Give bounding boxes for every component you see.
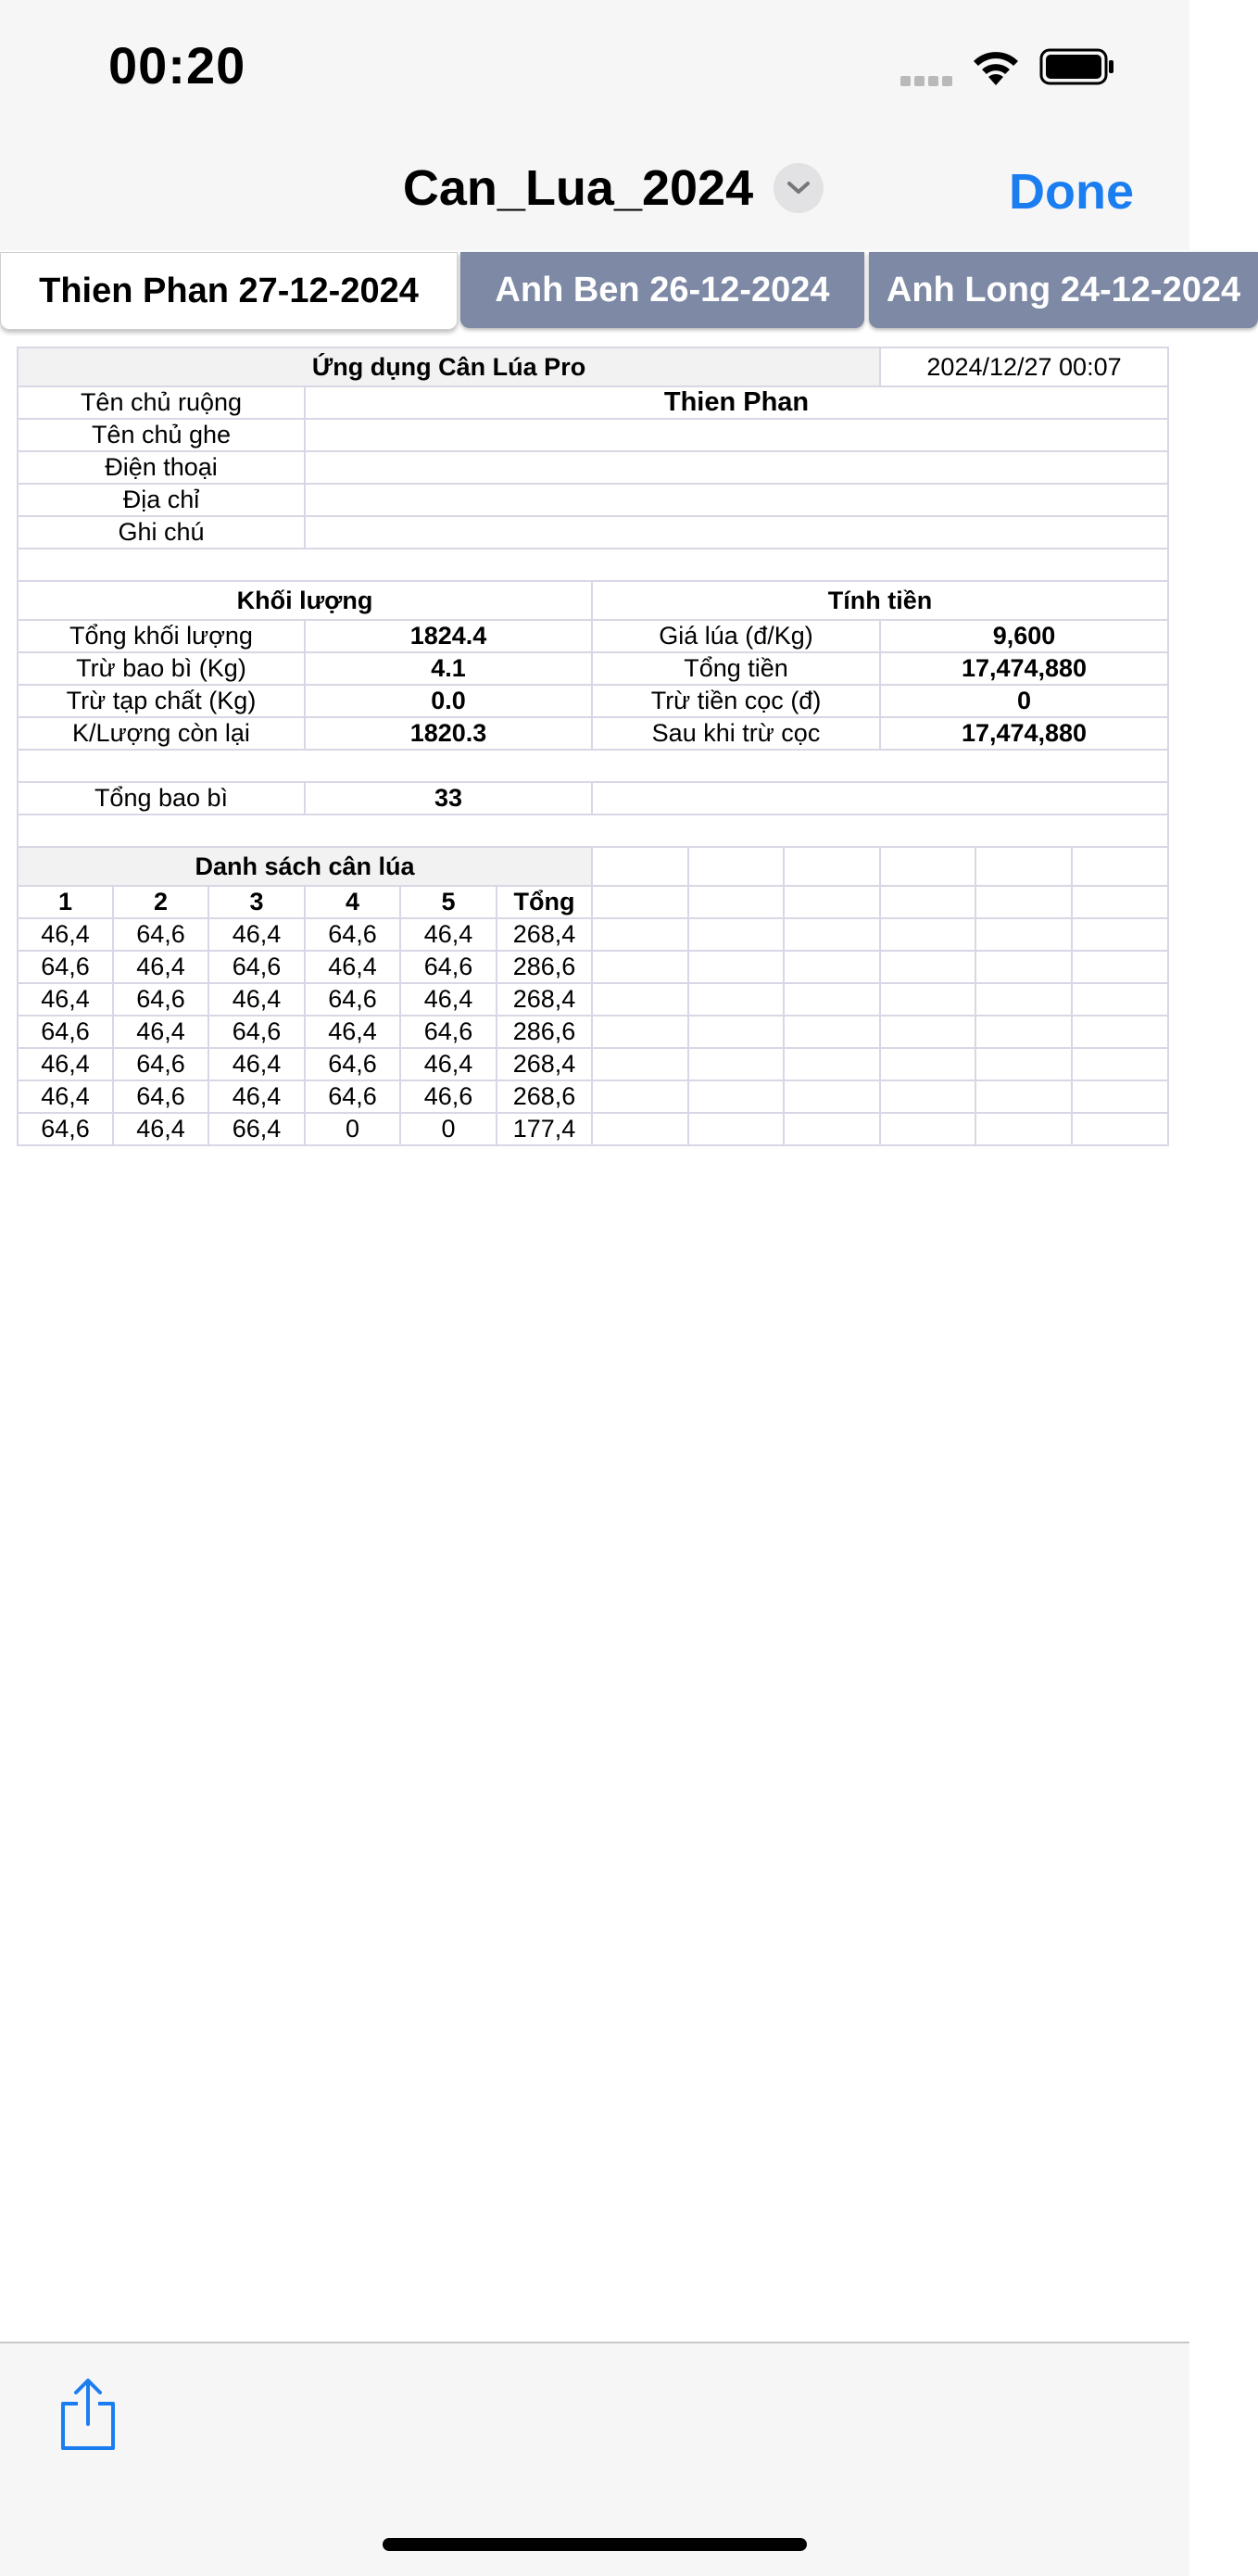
table-row: 64,6 46,4 64,6 46,4 64,6 286,6 [18, 1016, 1168, 1048]
cellular-signal-icon [900, 74, 956, 91]
battery-icon [1039, 48, 1115, 85]
home-indicator [383, 2538, 807, 2551]
spacer-row [18, 549, 1168, 581]
summary-table [17, 347, 1169, 848]
column-header: 1 [18, 886, 113, 918]
info-label: Tên chủ ruộng [18, 386, 305, 419]
tab-anh-long[interactable]: Anh Long 24-12-2024 [869, 252, 1258, 328]
weighing-list-title: Danh sách cân lúa [18, 847, 592, 886]
info-label: Ghi chú [18, 516, 305, 549]
bags-value: 33 [305, 782, 592, 814]
summary-label: K/Lượng còn lại [18, 717, 305, 750]
phone-value [305, 451, 1168, 484]
table-row: 64,6 46,4 64,6 46,4 64,6 286,6 [18, 951, 1168, 983]
column-header: 2 [113, 886, 208, 918]
column-header: 4 [305, 886, 400, 918]
deposit-deduction-value: 0 [880, 685, 1168, 717]
note-value [305, 516, 1168, 549]
info-label: Địa chỉ [18, 484, 305, 516]
money-section-title: Tính tiền [592, 581, 1168, 620]
sheet-tab-bar [0, 252, 1241, 330]
table-row: 46,4 64,6 46,4 64,6 46,4 268,4 [18, 983, 1168, 1016]
total-amount-value: 17,474,880 [880, 652, 1168, 685]
owner-name-value: Thien Phan [305, 386, 1168, 419]
table-row: 46,4 64,6 46,4 64,6 46,4 268,4 [18, 1048, 1168, 1080]
impurity-deduction-value: 0.0 [305, 685, 592, 717]
address-value [305, 484, 1168, 516]
column-header: 5 [400, 886, 497, 918]
info-label: Tên chủ ghe [18, 419, 305, 451]
rice-price-value: 9,600 [880, 620, 1168, 652]
tab-anh-ben[interactable]: Anh Ben 26-12-2024 [460, 252, 864, 328]
table-row: 46,4 64,6 46,4 64,6 46,6 268,6 [18, 1080, 1168, 1113]
summary-label: Trừ bao bì (Kg) [18, 652, 305, 685]
wifi-icon [971, 48, 1021, 85]
remaining-weight-value: 1820.3 [305, 717, 592, 750]
share-icon[interactable] [57, 2378, 119, 2452]
status-time: 00:20 [108, 36, 246, 95]
tab-thien-phan[interactable]: Thien Phan 27-12-2024 [0, 252, 458, 330]
summary-label: Sau khi trừ cọc [592, 717, 880, 750]
table-row: 64,6 46,4 66,4 0 0 177,4 [18, 1113, 1168, 1145]
report-datetime: 2024/12/27 00:07 [880, 347, 1168, 386]
weighing-list-table [17, 846, 1169, 1146]
app-title: Ứng dụng Cân Lúa Pro [18, 347, 880, 386]
weight-section-title: Khối lượng [18, 581, 592, 620]
summary-label: Tổng khối lượng [18, 620, 305, 652]
column-header: Tổng [497, 886, 592, 918]
boat-owner-value [305, 419, 1168, 451]
column-header: 3 [208, 886, 305, 918]
spreadsheet [17, 347, 1167, 1146]
summary-label: Giá lúa (đ/Kg) [592, 620, 880, 652]
summary-label: Tổng tiền [592, 652, 880, 685]
spacer-row [18, 750, 1168, 782]
after-deposit-value: 17,474,880 [880, 717, 1168, 750]
spacer-row [18, 814, 1168, 847]
bag-deduction-value: 4.1 [305, 652, 592, 685]
document-title-text: Can_Lua_2024 [402, 160, 754, 216]
chevron-down-icon[interactable] [774, 163, 824, 213]
summary-label: Trừ tiền cọc (đ) [592, 685, 880, 717]
total-weight-value: 1824.4 [305, 620, 592, 652]
bags-label: Tổng bao bì [18, 782, 305, 814]
done-button[interactable]: Done [1009, 164, 1134, 220]
summary-label: Trừ tạp chất (Kg) [18, 685, 305, 717]
table-row: 46,4 64,6 46,4 64,6 46,4 268,4 [18, 918, 1168, 951]
info-label: Điện thoại [18, 451, 305, 484]
